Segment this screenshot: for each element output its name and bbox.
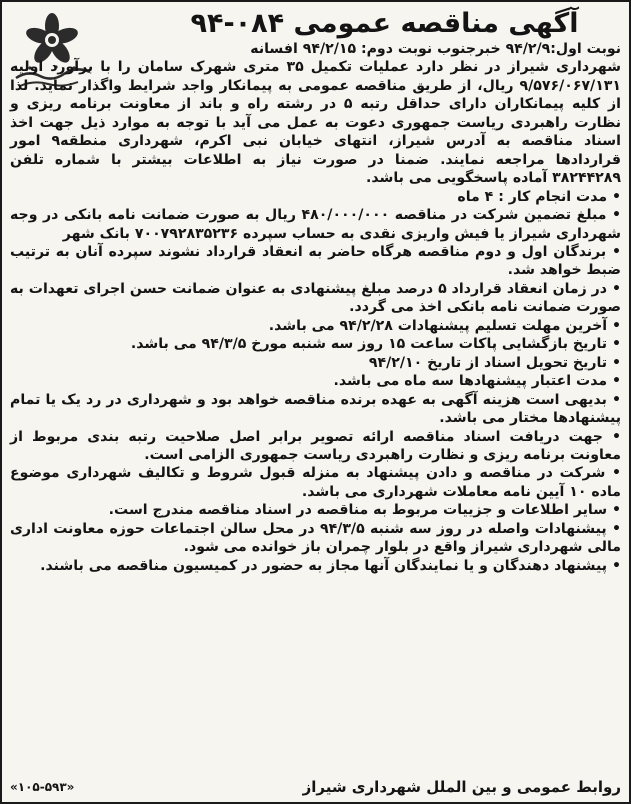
bullet-validity: • مدت اعتبار پیشنهادها سه ماه می باشد.	[10, 372, 621, 390]
bullet-other-info: • سایر اطلاعات و جزییات مربوط به مناقصه در اسناد مناقصه مندرج است.	[10, 501, 621, 519]
bullet-advert-cost: • بدیهی است هزینه آگهی به عهده برنده مناقصه خواهد بود و شهرداری در رد یک یا تمام پیشنهادها مختار می باشد.	[10, 391, 621, 428]
intro-text: شهرداری شیراز در نظر دارد عملیات تکمیل ۳۵ متری شهرک سامان را با برآورد اولیه ۹/۵۷۶/۰۶۷/۱۳۱ ریال، از طریق مناقصه عمومی به پیمانکار واجد شرایط واگذار نماید. لذا از کلیه پیمانکاران دارای حداقل رتبه ۵ در رشته راه و باند از معاونت برنامه ریزی و نظارت راهبردی ریاست جمهوری دعوت به عمل می آید با توجه به موارد ذیل جهت اخذ اسناد مناقصه به آدرس شیراز، انتهای خیابان نبی اکرم، شهرداری منطقه۹ امور قراردادها مراجعه نمایند. ضمنا در صورت نیاز به اطلاعات بیشتر با شماره تلفن ۳۸۲۴۴۲۸۹ آماده پاسخگویی می باشد.	[10, 59, 621, 187]
notice-body	[10, 40, 621, 774]
bullet-attendance: • پیشنهاد دهندگان و یا نمایندگان آنها مجاز به حضور در کمیسیون مناقصه می باشند.	[10, 557, 621, 575]
notice-footer	[10, 776, 621, 798]
notice-code: «۱۰۵-۵۹۳»	[10, 780, 75, 794]
bullet-acceptance: • شرکت در مناقصه و دادن پیشنهاد به منزله قبول شروط و تکالیف شهرداری موضوع ماده ۱۰ آیین نامه معاملات شهرداری می باشد.	[10, 464, 621, 501]
bullet-opening-date: • تاریخ بازگشایی پاکات ساعت ۱۵ روز سه شنبه مورخ ۹۴/۳/۵ می باشد.	[10, 335, 621, 353]
bullet-qualification: • جهت دریافت اسناد مناقصه ارائه تصویر برابر اصل صلاحیت رتبه بندی مربوط از معاونت برنامه ریزی و نظارت راهبردی ریاست جمهوری الزامی است.	[10, 428, 621, 465]
bullet-deadline: • آخرین مهلت تسلیم پیشنهادات ۹۴/۲/۲۸ می باشد.	[10, 317, 621, 335]
bullet-guarantee: • مبلغ تضمین شرکت در مناقصه ۴۸۰/۰۰۰/۰۰۰ ریال به صورت ضمانت نامه بانکی در وجه شهرداری شیراز یا فیش واریزی نقدی به حساب سپرده ۷۰۰۷۹۲۸۳۵۲۳۶ بانک شهر	[10, 206, 621, 243]
bullet-performance-bond: • در زمان انعقاد قرارداد ۵ درصد مبلغ پیشنهادی به عنوان ضمانت حسن اجرای تعهدات به صورت ضمانت نامه بانکی اخذ می گردد.	[10, 280, 621, 317]
signature: روابط عمومی و بین الملل شهرداری شیراز	[302, 778, 621, 796]
intro-section	[10, 40, 621, 188]
bullet-winners: • برندگان اول و دوم مناقصه هرگاه حاضر به انعقاد قرارداد نشوند سپرده آنان به ترتیب ضبط خواهد شد.	[10, 243, 621, 280]
publication-dates: نوبت اول:۹۴/۲/۹ خبرجنوب نوبت دوم: ۹۴/۲/۱۵ افسانه	[250, 41, 621, 57]
bullet-opening-location: • پیشنهادات واصله در روز سه شنبه ۹۴/۳/۵ در محل سالن اجتماعات حوزه معاونت اداری مالی شهرداری شیراز واقع در بلوار چمران باز خوانده می شود.	[10, 520, 621, 557]
bullet-duration: • مدت انجام کار : ۴ ماه	[10, 188, 621, 206]
bullet-documents-date: • تاریخ تحویل اسناد از تاریخ ۹۴/۲/۱۰	[10, 354, 621, 372]
notice-title: آگهی مناقصه عمومی ۰۸۴-۹۴	[190, 7, 579, 39]
